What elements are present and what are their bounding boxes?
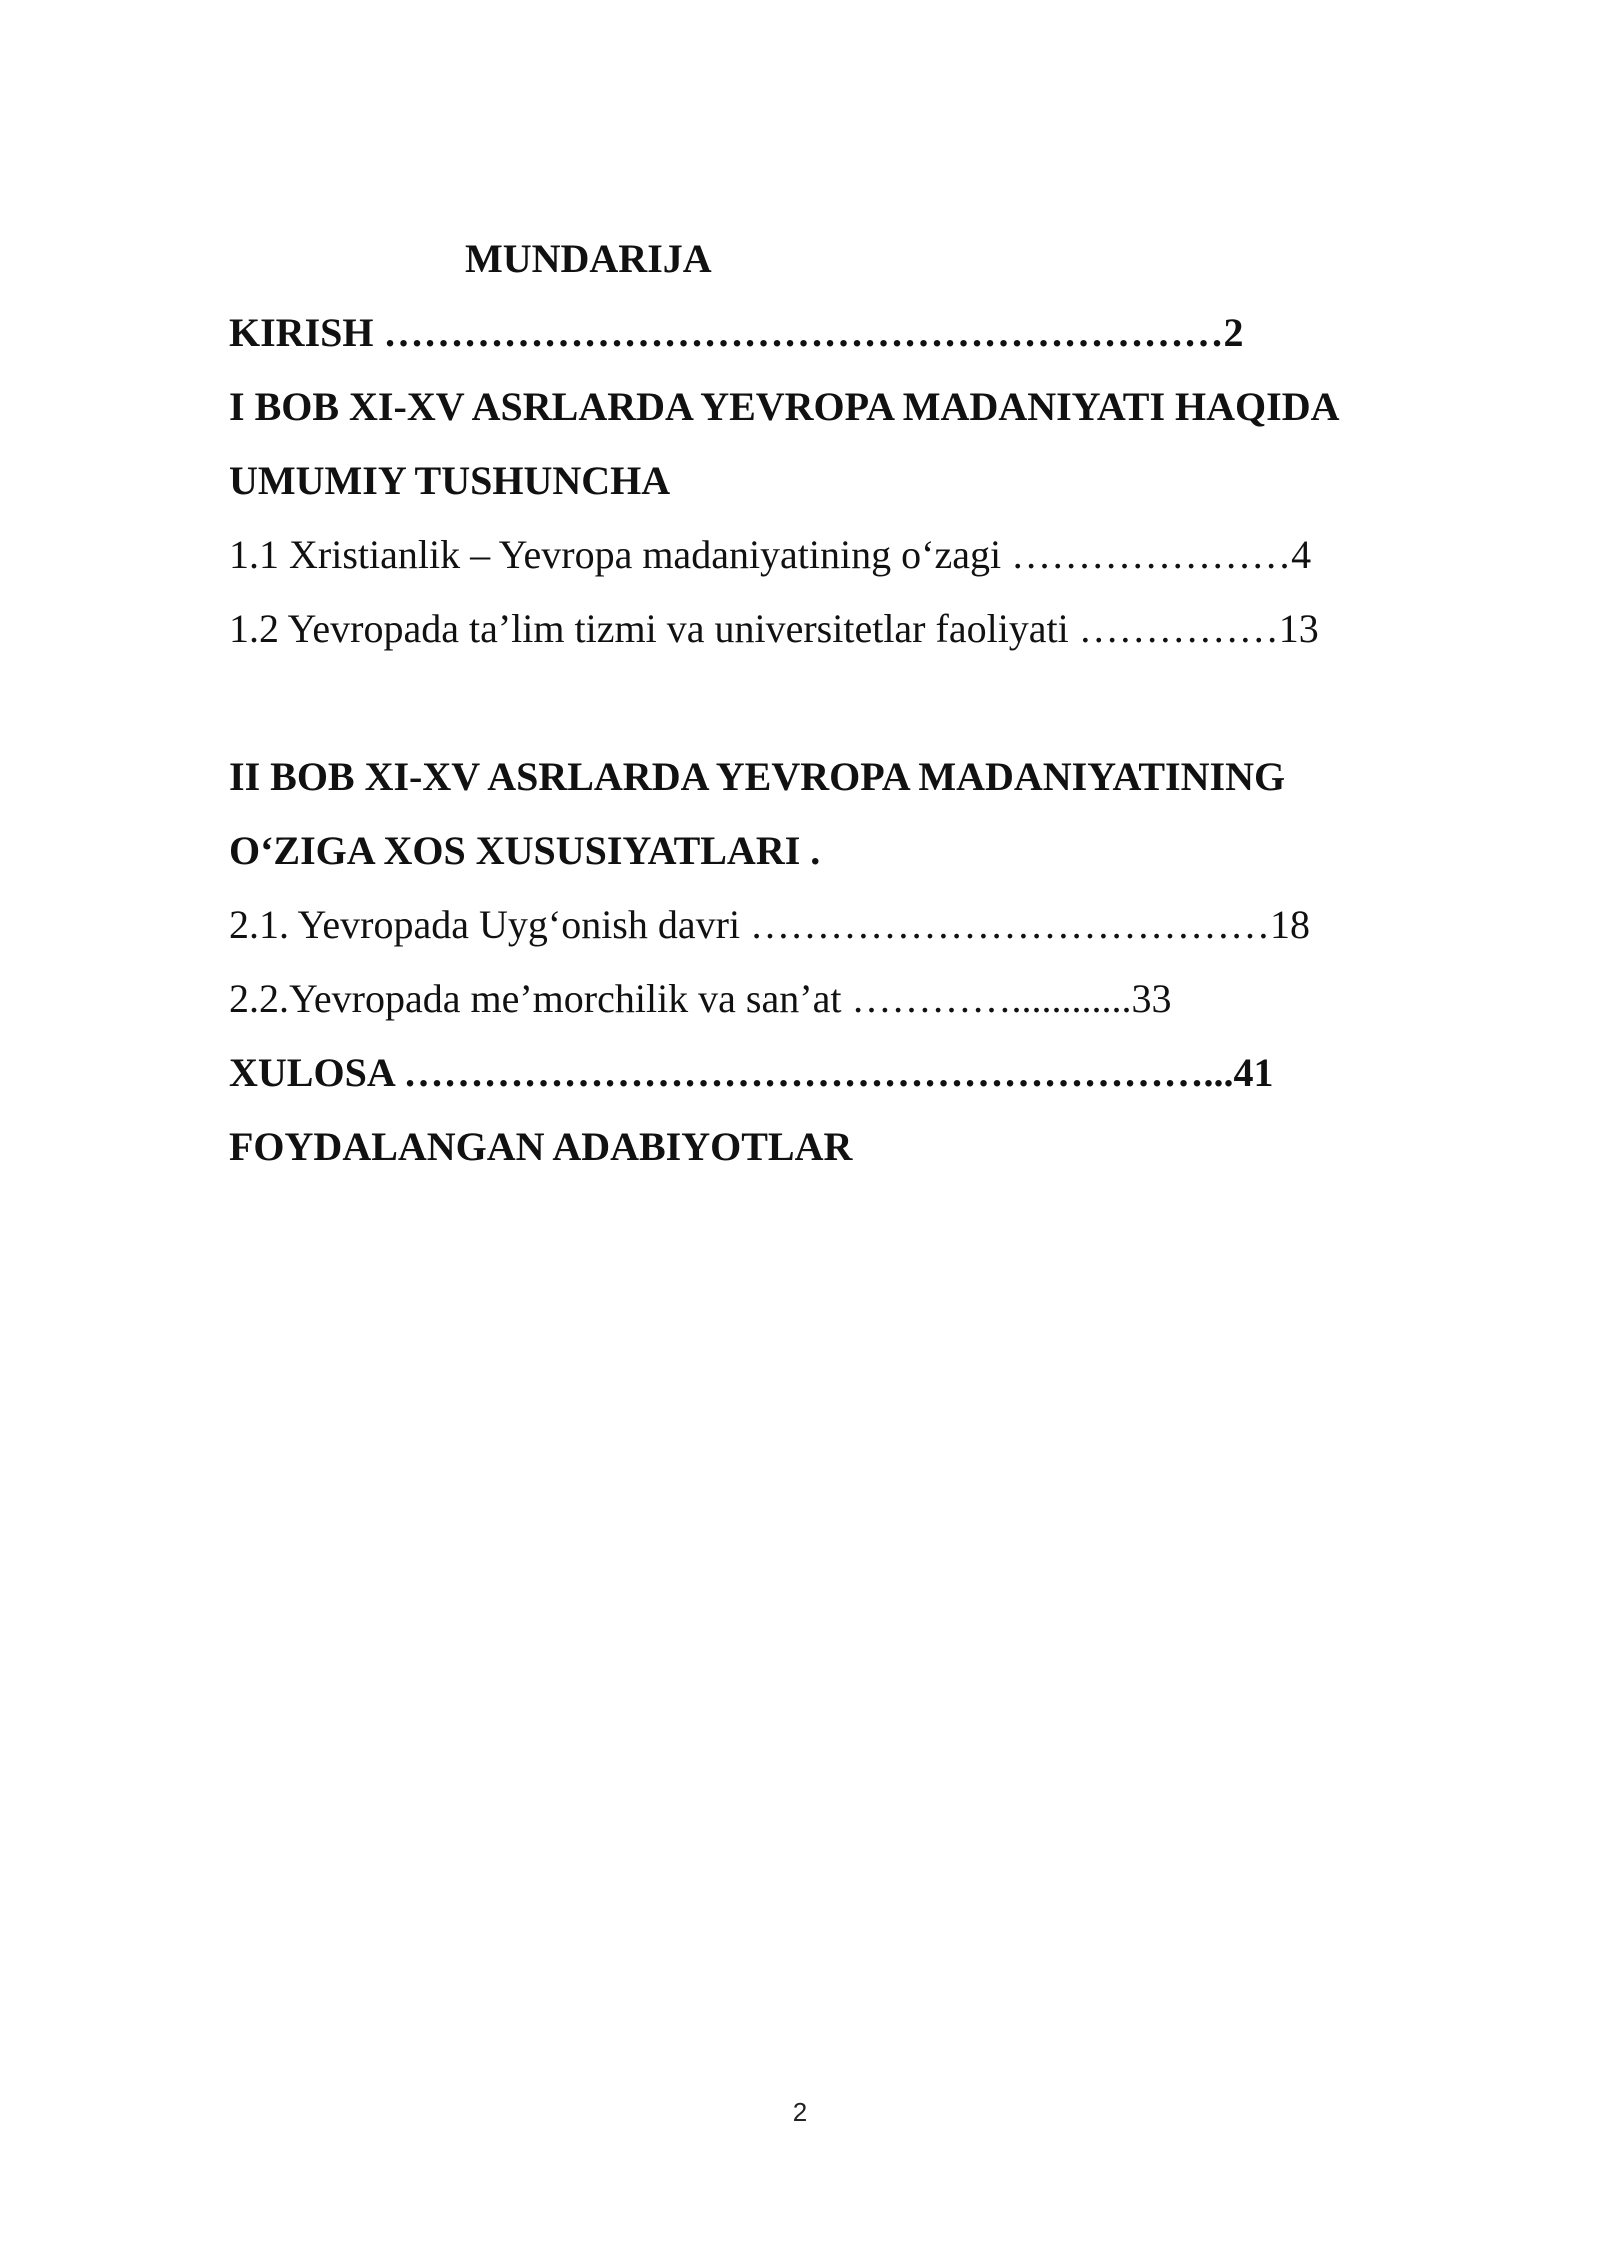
toc-title: MUNDARIJA — [465, 236, 712, 281]
toc-entry-chapter-2-heading-cont: O‘ZIGA XOS XUSUSIYATLARI . — [229, 828, 821, 873]
toc-entry-chapter-1-heading: I BOB XI-XV ASRLARDA YEVROPA MADANIYATI HAQIDA — [229, 384, 1340, 429]
table-of-contents — [229, 222, 1479, 1184]
toc-entry-xulosa: XULOSA ……………………………………………………...41 — [229, 1050, 1274, 1095]
toc-entry-section-1-2: 1.2 Yevropada ta’lim tizmi va universitetlar faoliyati ……………13 — [229, 606, 1319, 651]
toc-spacer — [229, 666, 1479, 740]
toc-entry-section-1-1: 1.1 Xristianlik – Yevropa madaniyatining o‘zagi …………………4 — [229, 532, 1312, 577]
page-number: 2 — [792, 2097, 808, 2127]
toc-entry-section-2-2: 2.2.Yevropada me’morchilik va san’at …………............33 — [229, 976, 1172, 1021]
toc-entry-kirish: KIRISH ………………………………………………………2 — [229, 310, 1244, 355]
toc-entry-chapter-1-heading-cont: UMUMIY TUSHUNCHA — [229, 458, 671, 503]
toc-entry-chapter-2-heading: II BOB XI-XV ASRLARDA YEVROPA MADANIYATINING — [229, 754, 1286, 799]
toc-entry-section-2-1: 2.1. Yevropada Uyg‘onish davri …………………………………18 — [229, 902, 1311, 947]
toc-entry-references: FOYDALANGAN ADABIYOTLAR — [229, 1124, 853, 1169]
